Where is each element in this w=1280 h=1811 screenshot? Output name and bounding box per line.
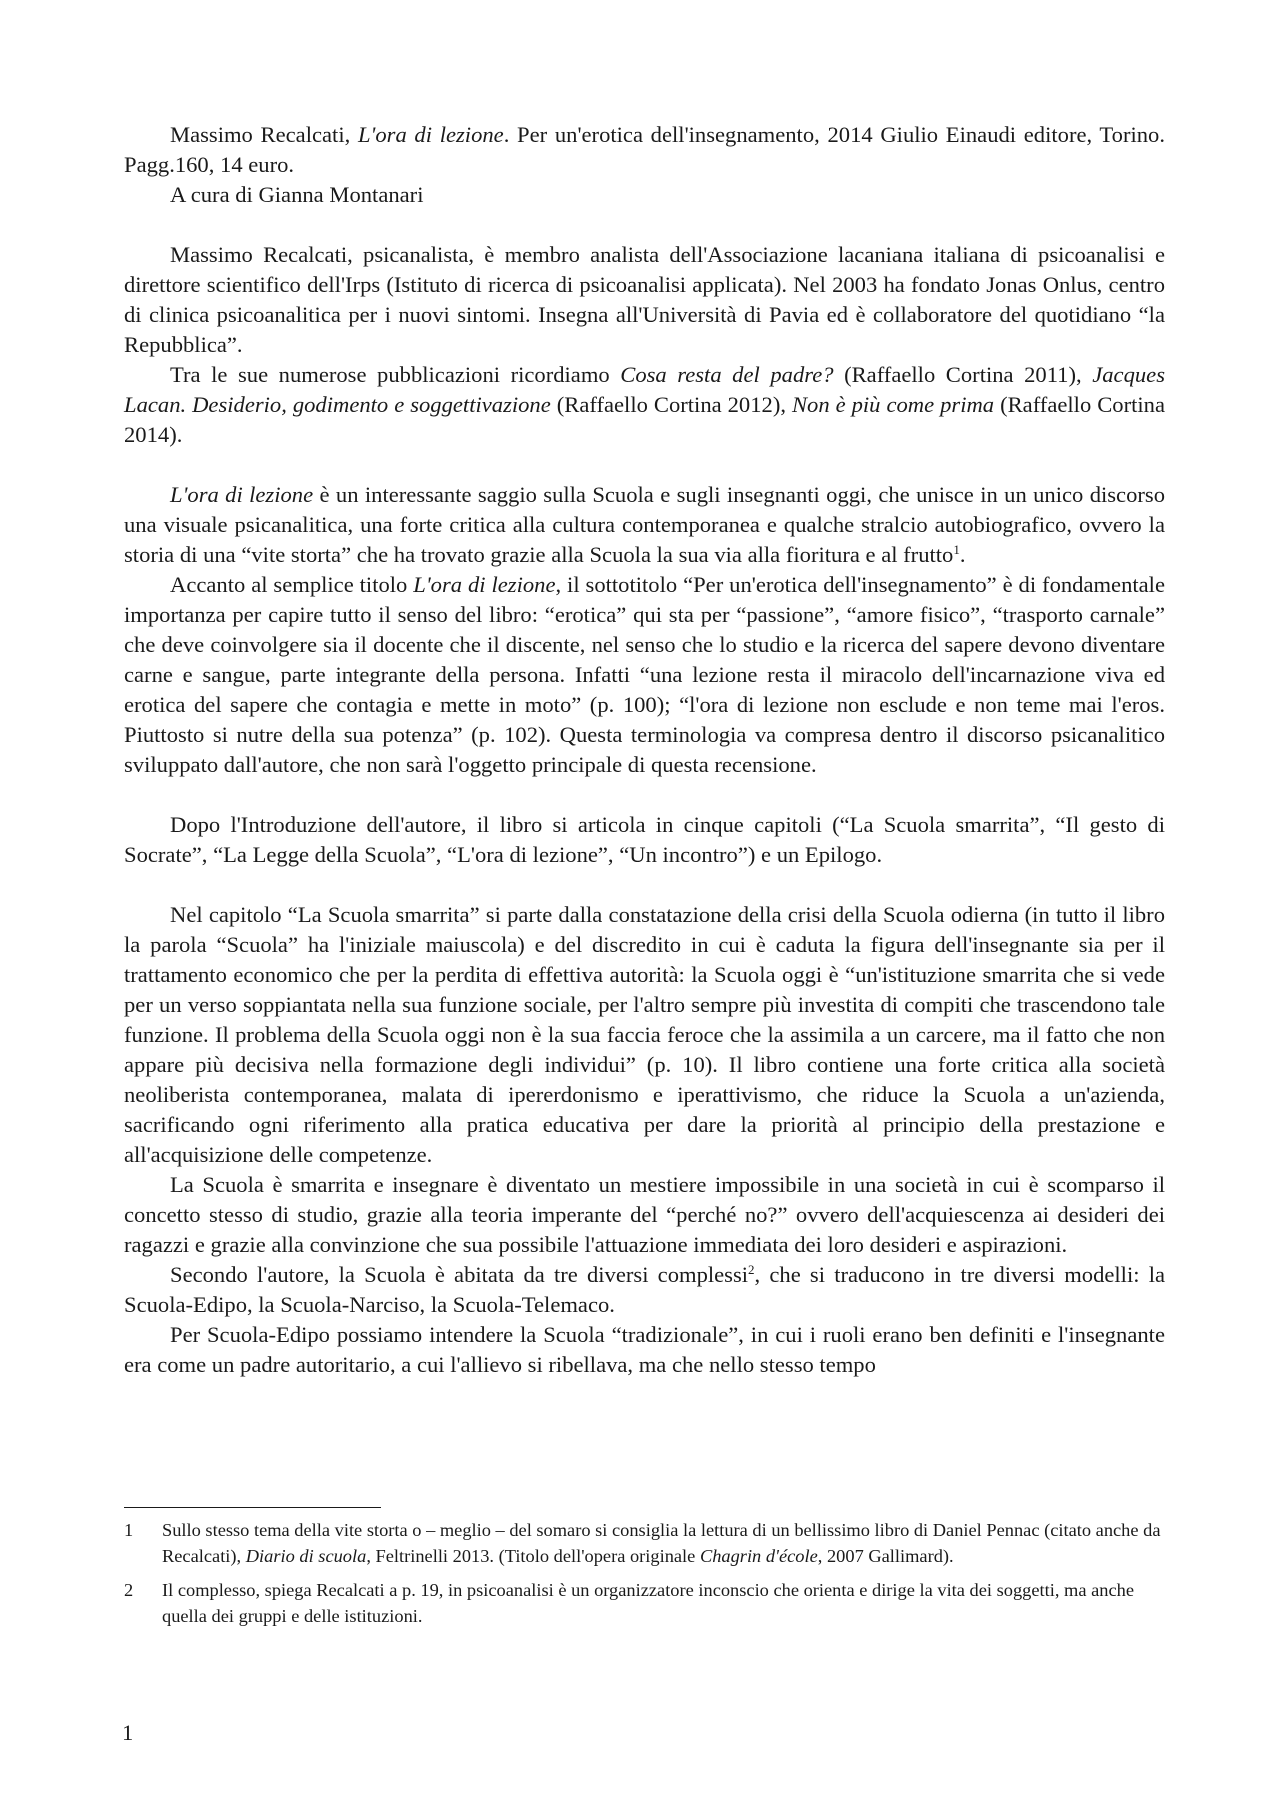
review-intro-paragraph: L'ora di lezione è un interessante saggio sulla Scuola e sugli insegnanti oggi, che unisce in un unico discorso una visuale psicanalitica, una forte critica alla cultura contemporanea e qualche stralcio autobiografico, ovvero la storia di una “vite storta” che ha trovato grazie alla Scuola la sua via alla fioritura e al frutto$^1$. — [124, 482, 1165, 567]
footnotes — [124, 1517, 1165, 1637]
citation-paragraph: Massimo Recalcati, L'ora di lezione. Per un'erotica dell'insegnamento, 2014 Giulio Einaudi editore, Torino. Pagg.160, 14 euro. — [124, 122, 1165, 177]
chapters-paragraph: Dopo l'Introduzione dell'autore, il libro si articola in cinque capitoli (“La Scuola smarrita”, “Il gesto di Socrate”, “La Legge della Scuola”, “L'ora di lezione”, “Un incontro”) e un Epilogo. — [124, 812, 1165, 867]
footnote-1 — [124, 1517, 1165, 1569]
book-title: L'ora di lezione — [357, 122, 504, 147]
footnote-separator — [124, 1507, 381, 1508]
complessi-paragraph: Secondo l'autore, la Scuola è abitata da tre diversi complessi$^2$, che si traducono in tre diversi modelli: la Scuola-Edipo, la Scuola-Narciso, la Scuola-Telemaco. — [124, 1262, 1166, 1317]
publications-paragraph: Tra le sue numerose pubblicazioni ricordiamo Cosa resta del padre? (Raffaello Cortina 2011), Jacques Lacan. Desiderio, godimento e soggettivazione (Raffaello Cortina 2012), Non è più come prima (Raffaello Cortina 2014). — [124, 362, 1165, 447]
main-text — [124, 120, 1165, 1380]
footnote-2 — [124, 1577, 1165, 1629]
page-number: 1 — [122, 1720, 134, 1745]
mestiere-impossibile-paragraph: La Scuola è smarrita e insegnare è diventato un mestiere impossibile in una società in cui è scomparso il concetto stesso di studio, grazie alla teoria imperante del “perché no?” ovvero dell'acquiescenza ai desideri dei ragazzi e grazie alla convinzione che sua possibile l'attuazione immediata dei loro desideri e aspirazioni. — [124, 1172, 1165, 1257]
footnote-text: Il complesso, spiega Recalcati a p. 19, in psicoanalisi è un organizzatore inconscio che orienta e dirige la vita dei soggetti, ma anche quella dei gruppi e delle istituzioni. — [162, 1580, 1134, 1626]
footnote-ref-1[interactable]: 1 — [953, 542, 960, 557]
author-bio-paragraph: Massimo Recalcati, psicanalista, è membro analista dell'Associazione lacaniana italiana di psicoanalisi e direttore scientifico dell'Irps (Istituto di ricerca di psicoanalisi applicata). Nel 2003 ha fondato Jonas Onlus, centro di clinica psicoanalitica per i nuovi sintomi. Insegna all'Università di Pavia ed è collaboratore del quotidiano “la Repubblica”. — [124, 242, 1165, 357]
subtitle-paragraph: Accanto al semplice titolo L'ora di lezione, il sottotitolo “Per un'erotica dell'insegnamento” è di fondamentale importanza per capire tutto il senso del libro: “erotica” qui sta per “passione”, “amore fisico”, “trasporto carnale” che deve coinvolgere sia il docente che il discente, nel senso che lo studio e la ricerca del sapere devono diventare carne e sangue, parte integrante della persona. Infatti “una lezione resta il miracolo dell'incarnazione viva ed erotica del sapere che contagia e mette in moto” (p. 100); “l'ora di lezione non esclude e non teme mai l'eros. Piuttosto si nutre della sua potenza” (p. 102). Questa terminologia va compresa dentro il discorso psicanalitico sviluppato dall'autore, che non sarà l'oggetto principale di questa recensione. — [124, 572, 1165, 777]
footnote-ref-2[interactable]: 2 — [748, 1262, 755, 1277]
scuola-edipo-paragraph: Per Scuola-Edipo possiamo intendere la Scuola “tradizionale”, in cui i ruoli erano ben definiti e l'insegnante era come un padre autoritario, a cui l'allievo si ribellava, ma che nello stesso tempo — [124, 1322, 1165, 1377]
footnote-text: Sullo stesso tema della vite storta o – meglio – del somaro si consiglia la lettura di un bellissimo libro di Daniel Pennac (citato anche da Recalcati), Diario di scuola, Feltrinelli 2013. (Titolo dell'opera originale Chagrin d'école, 2007 Gallimard). — [162, 1520, 1161, 1566]
curator-line: A cura di Gianna Montanari — [170, 182, 424, 207]
footnote-number: 1 — [124, 1520, 134, 1540]
scuola-smarrita-paragraph: Nel capitolo “La Scuola smarrita” si parte dalla constatazione della crisi della Scuola odierna (in tutto il libro la parola “Scuola” ha l'iniziale maiuscola) e del discredito in cui è caduta la figura dell'insegnante sia per il trattamento economico che per la perdita di effettiva autorità: la Scuola oggi è “un'istituzione smarrita che si vede per un verso soppiantata nella sua funzione sociale, per l'altro sempre più investita di compiti che trascendono tale funzione. Il problema della Scuola oggi non è la sua faccia feroce che la assimila a un carcere, ma il fatto che non appare più decisiva nella formazione degli individui” (p. 10). Il libro contiene una forte critica alla società neoliberista contemporanea, malata di ipererdonismo e iperattivismo, che riduce la Scuola a un'azienda, sacrificando ogni riferimento alla pratica educativa per dare la priorità al principio della prestazione e all'acquisizione delle competenze. — [124, 902, 1165, 1167]
footnote-number: 2 — [124, 1580, 134, 1600]
